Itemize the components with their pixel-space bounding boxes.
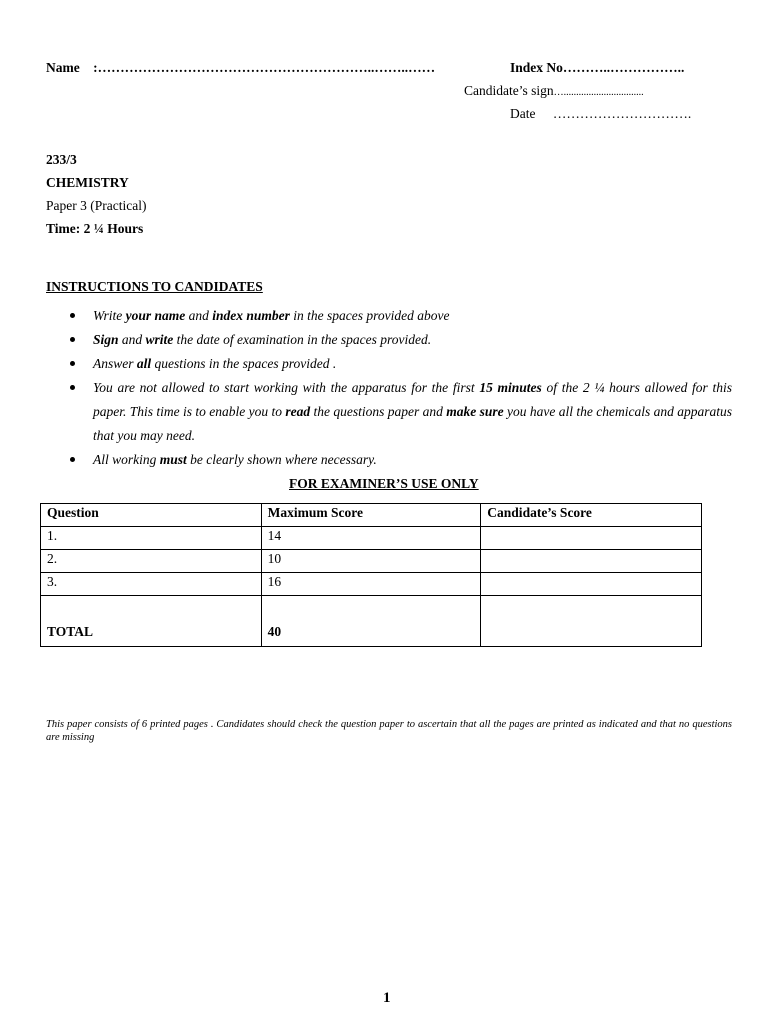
table-row bbox=[41, 550, 702, 573]
candidate-total-cell[interactable] bbox=[481, 596, 702, 647]
bullet-icon bbox=[70, 361, 75, 366]
candidate-score-cell[interactable] bbox=[481, 573, 702, 596]
instruction-item: All working must be clearly shown where necessary. bbox=[70, 448, 732, 472]
bullet-icon bbox=[70, 337, 75, 342]
sign-field bbox=[464, 83, 644, 99]
date-line[interactable]: …………………………. bbox=[552, 106, 692, 121]
paper-code: 233/3 bbox=[46, 152, 77, 167]
candidate-score-cell[interactable] bbox=[481, 527, 702, 550]
examiner-heading: FOR EXAMINER’S USE ONLY bbox=[289, 476, 479, 491]
column-header: Candidate’s Score bbox=[481, 504, 702, 527]
table-header-row bbox=[41, 504, 702, 527]
sign-line[interactable]: …................................ bbox=[553, 87, 644, 98]
instructions-heading: INSTRUCTIONS TO CANDIDATES bbox=[46, 279, 263, 294]
question-cell: 1. bbox=[41, 527, 262, 550]
max-score-cell: 16 bbox=[261, 573, 481, 596]
bullet-icon bbox=[70, 385, 75, 390]
total-value: 40 bbox=[261, 596, 481, 647]
max-score-cell: 10 bbox=[261, 550, 481, 573]
page-number: 1 bbox=[383, 990, 391, 1006]
question-cell: 2. bbox=[41, 550, 262, 573]
index-label: Index No bbox=[510, 60, 563, 75]
candidate-score-cell[interactable] bbox=[481, 550, 702, 573]
instruction-item: You are not allowed to start working with the apparatus for the first 15 minutes of the 2 ¼ hours allowed for this paper. This time is to enable you to read the questions paper and make sure you have all the chemicals and apparatus that you may need. bbox=[70, 376, 732, 448]
column-header: Question bbox=[41, 504, 262, 527]
date-label: Date bbox=[510, 106, 536, 121]
table-row bbox=[41, 573, 702, 596]
bullet-icon bbox=[70, 313, 75, 318]
instruction-item: Answer all questions in the spaces provided . bbox=[70, 352, 732, 376]
max-score-cell: 14 bbox=[261, 527, 481, 550]
question-cell: 3. bbox=[41, 573, 262, 596]
name-field bbox=[46, 60, 435, 76]
column-header: Maximum Score bbox=[261, 504, 481, 527]
table-row bbox=[41, 527, 702, 550]
instruction-item: Sign and write the date of examination in the spaces provided. bbox=[70, 328, 732, 352]
instruction-item: Write your name and index number in the spaces provided above bbox=[70, 304, 732, 328]
score-table bbox=[40, 503, 702, 647]
index-field bbox=[510, 60, 684, 76]
index-line[interactable]: ………..…………….. bbox=[562, 60, 685, 75]
bullet-icon bbox=[70, 457, 75, 462]
instructions-list bbox=[70, 304, 732, 472]
sign-label: Candidate’s sign bbox=[464, 83, 554, 98]
total-row bbox=[41, 596, 702, 647]
date-field bbox=[510, 106, 691, 122]
name-line[interactable]: :……………………………………………………..……..…… bbox=[93, 60, 436, 75]
footer-note: This paper consists of 6 printed pages . Candidates should check the question paper to ascertain that all the pages are printed as indicated and that no questions are missing bbox=[46, 719, 732, 743]
time-allowed: Time: 2 ¼ Hours bbox=[46, 221, 144, 236]
paper-name: Paper 3 (Practical) bbox=[46, 198, 147, 213]
total-label: TOTAL bbox=[41, 596, 262, 647]
subject-title: CHEMISTRY bbox=[46, 175, 129, 190]
name-label: Name bbox=[46, 60, 80, 75]
